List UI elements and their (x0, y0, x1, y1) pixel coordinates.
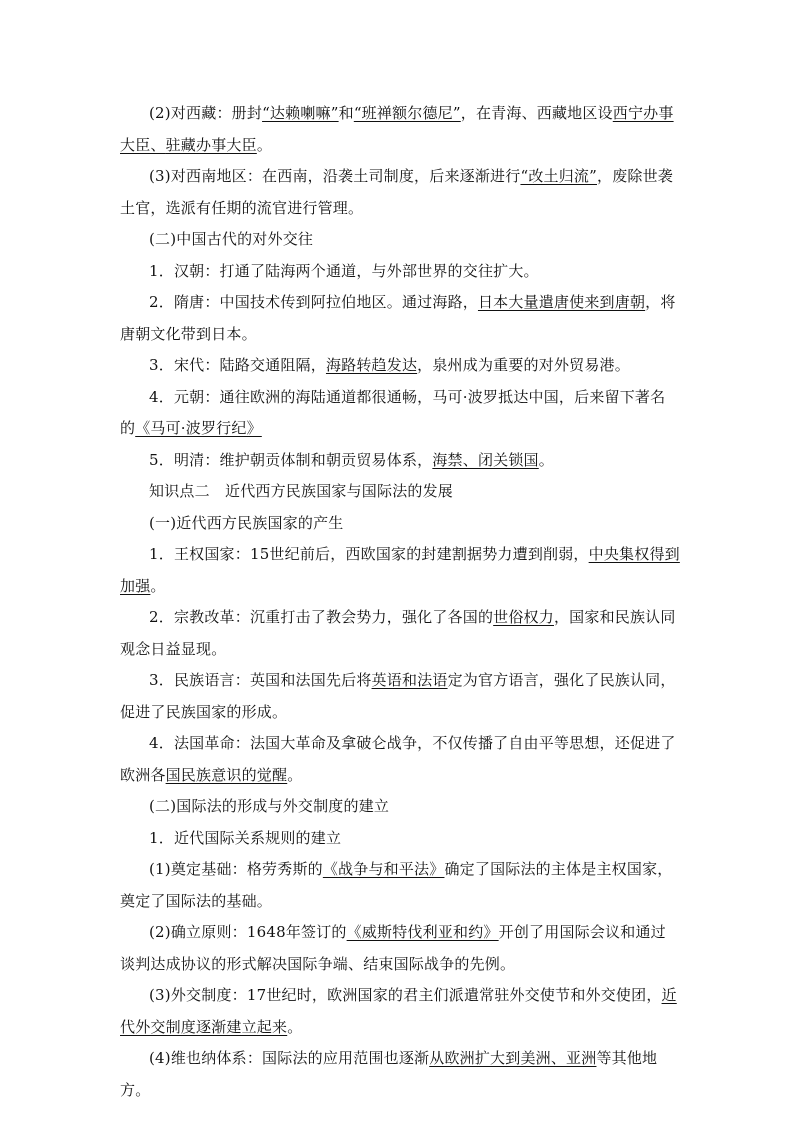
text-run: (一)近代西方民族国家的产生 (149, 513, 344, 532)
paragraph (120, 476, 680, 508)
text-run: (2)确立原则：1648年签订的 (149, 923, 347, 941)
paragraph (120, 980, 680, 1043)
text-run: 1．王权国家：15世纪前后，西欧国家的封建割据势力遭到削弱， (149, 545, 589, 563)
underlined-key-term: 海路转趋发达 (325, 356, 418, 374)
text-run: 。 (256, 135, 273, 154)
underlined-key-term: 海禁、闭关锁国 (432, 450, 539, 469)
text-run: 知识点二 近代西方民族国家与国际法的发展 (149, 482, 454, 500)
text-run: 定为官方语言，强化了民族认同，促进了民族国家的形成。 (120, 671, 676, 721)
paragraph (120, 728, 680, 791)
underlined-key-term: 西宁办事大臣、 (120, 104, 674, 154)
paragraph (120, 917, 680, 980)
underlined-key-term: “班禅额尔德尼” (353, 104, 461, 122)
underlined-key-term: 英语和法语 (371, 671, 448, 689)
underlined-key-term: “改土归流” (520, 167, 597, 185)
paragraph (120, 602, 680, 665)
paragraph (120, 508, 680, 540)
underlined-key-term: 《马可·波罗行纪》 (135, 419, 262, 437)
text-run: ，废除世袭土官，选派有任期的流官进行管理。 (120, 167, 674, 217)
text-run: 2．隋唐：中国技术传到阿拉伯地区。通过海路， (149, 293, 478, 311)
underlined-key-term: 《威斯特伐利亚和约》 (346, 923, 499, 941)
underlined-key-term: 近代外交制度逐渐建立起来 (120, 986, 677, 1036)
text-run: 。 (287, 765, 303, 784)
text-run: ，将唐朝文化带到日本。 (120, 293, 676, 343)
text-run: 2．宗教改革：沉重打击了教会势力，强化了各国的 (149, 608, 494, 626)
underlined-key-term: 世俗权力 (493, 608, 554, 626)
paragraph (120, 539, 680, 602)
text-run: 确定了国际法的主体是主权国家，奠定了国际法的基础。 (120, 860, 673, 910)
paragraph (120, 665, 680, 728)
paragraph (120, 445, 680, 477)
text-run: 等其他地方。 (120, 1049, 658, 1099)
text-run: 1．近代国际关系规则的建立 (149, 828, 342, 847)
paragraph (120, 854, 680, 917)
underlined-key-term: 中央集权得到加强 (120, 545, 680, 595)
paragraph (120, 791, 680, 823)
text-run: 。 (150, 576, 166, 595)
text-run: 5．明清：维护朝贡体制和朝贡贸易体系， (149, 450, 433, 469)
text-run: 和 (338, 104, 354, 122)
underlined-key-term: 驻藏办事大臣 (165, 135, 257, 154)
underlined-key-term: “达赖喇嘛” (262, 104, 339, 122)
paragraph (120, 224, 680, 256)
underlined-key-term: 从欧洲扩大到美洲、亚洲 (429, 1049, 597, 1067)
paragraph (120, 161, 680, 224)
underlined-key-term: 国民族意识的觉醒 (165, 765, 288, 784)
text-run: (二)中国古代的对外交往 (149, 230, 314, 248)
text-run: ，在青海、西藏地区设 (460, 104, 613, 122)
text-run: (4)维也纳体系：国际法的应用范围也逐渐 (149, 1049, 430, 1067)
text-run: 。 (538, 450, 554, 469)
text-run: ，国家和民族认同观念日益显现。 (120, 608, 676, 658)
paragraph (120, 256, 680, 288)
text-run: 4．法国革命：法国大革命及拿破仑战争，不仅传播了自由平等思想，还促进了欧洲各 (120, 734, 676, 784)
text-run: (二)国际法的形成与外交制度的建立 (149, 797, 390, 815)
paragraph (120, 382, 680, 445)
text-run: (3)外交制度：17世纪时，欧洲国家的君主们派遣常驻外交使节和外交使团， (149, 986, 662, 1004)
text-run: 3．宋代：陆路交通阻隔， (149, 356, 326, 374)
text-run: 3．民族语言：英国和法国先后将 (149, 671, 372, 689)
text-run: 开创了用国际会议和通过谈判达成协议的形式解决国际争端、结束国际战争的先例。 (120, 923, 666, 973)
paragraph (120, 98, 680, 161)
document-body (120, 98, 680, 1106)
text-run: (1)奠定基础：格劳秀斯的 (149, 860, 323, 878)
text-run: 。 (287, 1017, 303, 1036)
text-run: (3)对西南地区：在西南，沿袭土司制度，后来逐渐进行 (149, 167, 521, 185)
paragraph (120, 1043, 680, 1106)
text-run: ，泉州成为重要的对外贸易港。 (417, 356, 630, 374)
paragraph (120, 287, 680, 350)
paragraph (120, 823, 680, 855)
text-run: 1．汉朝：打通了陆海两个通道，与外部世界的交往扩大。 (149, 261, 539, 280)
underlined-key-term: 《战争与和平法》 (322, 860, 445, 878)
paragraph (120, 350, 680, 382)
text-run: 4．元朝：通往欧洲的海陆通道都很通畅，马可·波罗抵达中国，后来留下著名的 (120, 387, 666, 437)
text-run: (2)对西藏：册封 (149, 104, 263, 122)
underlined-key-term: 日本大量遣唐使来到唐朝 (477, 293, 646, 311)
